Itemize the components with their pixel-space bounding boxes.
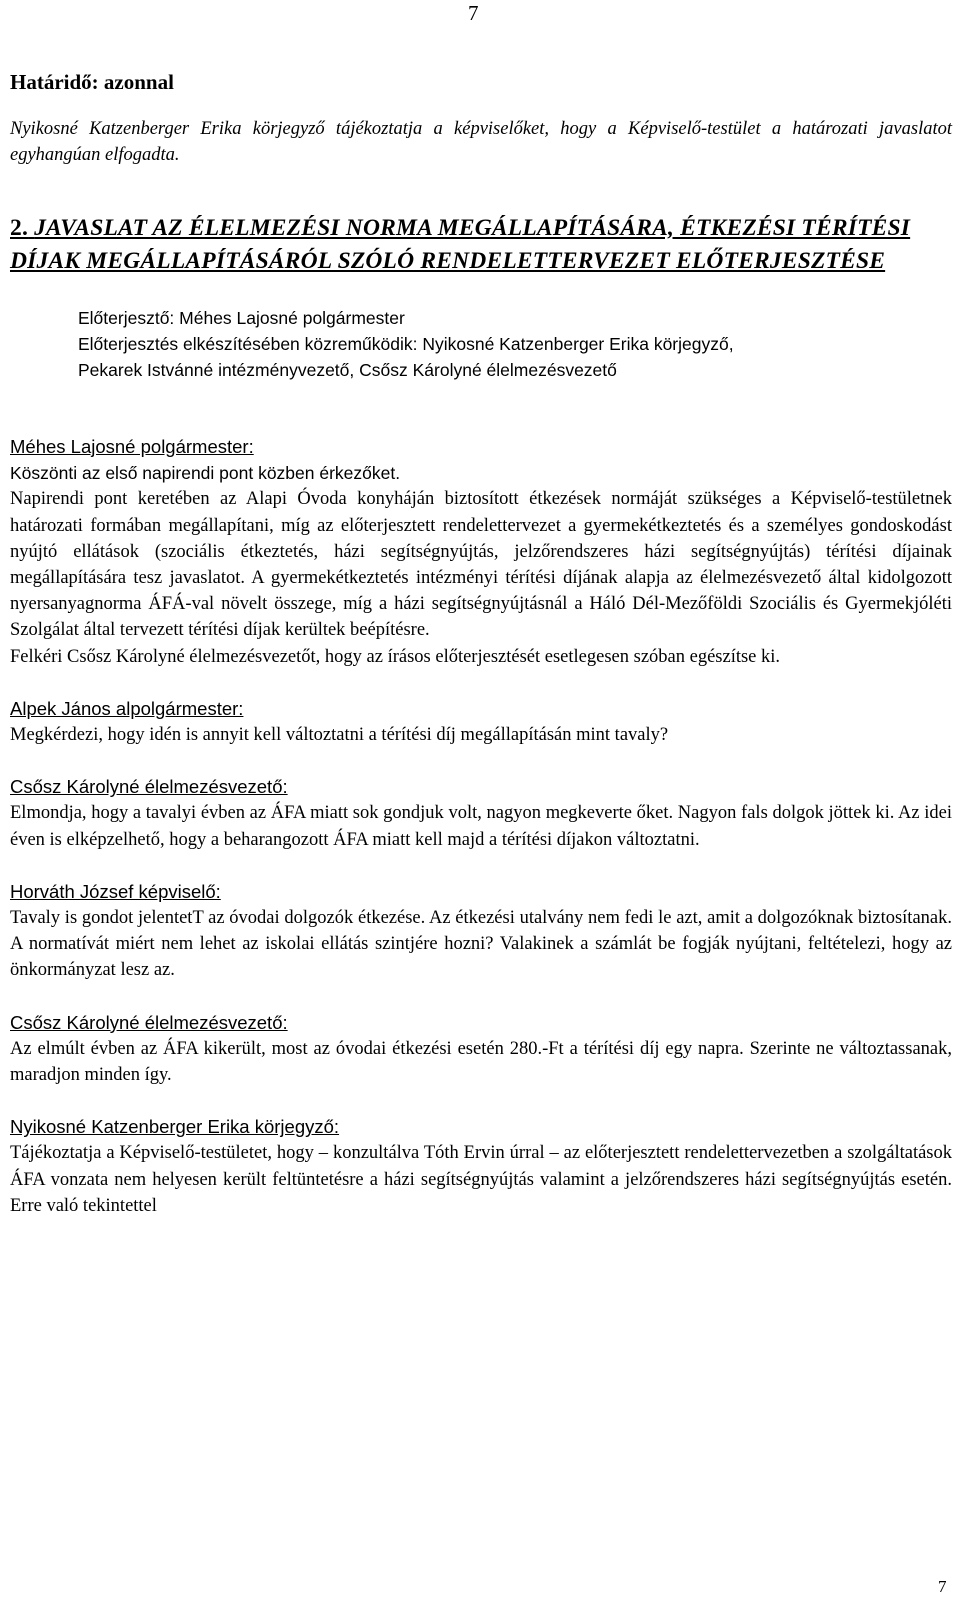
speech-clerk (10, 1114, 952, 1219)
page-number-top: 7 (468, 1, 479, 25)
presenters-block (78, 305, 952, 383)
deadline: Határidő: azonnal (10, 70, 174, 94)
page-number-bottom: 7 (938, 1577, 947, 1596)
speaker-name: Alpek János alpolgármester: (10, 697, 244, 719)
speech-paragraph: Tavaly is gondot jelentetT az óvodai dolgozók étkezése. Az étkezési utalvány nem fedi le azt, amit a dolgozóknak biztosítanak. A normatívát miért nem lehet az iskolai ellátás szintjére hozni? Valakinek a számlát be fogják nyújtani, feltételezi, hogy az önkormányzat lesz az. (10, 908, 952, 981)
document-body (10, 68, 952, 1219)
presenter-line: Előterjesztő: Méhes Lajosné polgármester (78, 308, 405, 328)
speech-paragraph: Az elmúlt évben az ÁFA kikerült, most az óvodai étkezési esetén 280.-Ft a térítési díj egy napra. Szerinte ne változtassanak, maradjon minden így. (10, 1038, 952, 1086)
speaker-name: Méhes Lajosné polgármester: (10, 436, 254, 457)
agenda-number: 2. (10, 215, 29, 241)
speech-paragraph: Felkéri Csősz Károlyné élelmezésvezetőt, hogy az írásos előterjesztését esetlegesen szóban egészítse ki. (10, 646, 781, 667)
agenda-title (10, 212, 952, 278)
speaker-name: Nyikosné Katzenberger Erika körjegyző: (10, 1116, 340, 1138)
agenda-title-text: JAVASLAT AZ ÉLELMEZÉSI NORMA MEGÁLLAPÍTÁSÁRA, ÉTKEZÉSI TÉRÍTÉSI DÍJAK MEGÁLLAPÍTÁSÁRÓL SZÓLÓ RENDELETTERVEZET ELŐTERJESZTÉSE (10, 215, 911, 274)
speech-paragraph: Napirendi pont keretében az Alapi Óvoda konyháján biztosított étkezések normáját szükséges a Képviselő-testületnek határozati formában megállapítani, míg az előterjesztett rendelettervezet a gyermekétkeztetés és a személyes gondoskodást nyújtó ellátások (szociális étkeztetés, házi segítségnyújtás, jelzőrendszeres házi segítségnyújtás) térítési díjainak megállapítására tesz javaslatot. A gyermekétkeztetés intézményi térítési díjának alapja az élelmezésvezető által kidolgozott nyersanyagnorma ÁFÁ-val növelt összege, míg a házi segítségnyújtásnál a Háló Dél-Mezőföldi Szociális és Gyermekjóléti Szolgálat által tervezett térítési díjak kerültek beépítésre. (10, 489, 952, 641)
speech-deputy-mayor (10, 696, 952, 748)
speech-representative (10, 879, 952, 984)
speaker-name: Horváth József képviselő: (10, 880, 221, 902)
speech-greeting: Köszönti az első napirendi pont közben érkezőket. (10, 463, 401, 484)
speech-mayor (10, 434, 952, 670)
speech-food-manager-2 (10, 1010, 952, 1089)
speech-paragraph: Elmondja, hogy a tavalyi évben az ÁFA miatt sok gondjuk volt, nagyon megkeverte őket. Nagyon fals dolgok jöttek ki. Az idei éven is elképzelhető, hogy a beharangozott ÁFA miatt kell majd a térítési díjakon változtatni. (10, 803, 952, 850)
speech-food-manager (10, 774, 952, 853)
contributors-line-2: Pekarek Istvánné intézményvezető, Csősz Károlyné élelmezésvezető (78, 360, 617, 380)
clerk-notice: Nyikosné Katzenberger Erika körjegyző tájékoztatja a képviselőket, hogy a Képviselő-testület a határozati javaslatot egyhangúan elfogadta. (10, 119, 952, 165)
speech-paragraph: Megkérdezi, hogy idén is annyit kell változtatni a térítési díj megállapításán mint tavaly? (10, 725, 669, 746)
speaker-name: Csősz Károlyné élelmezésvezető: (10, 776, 288, 798)
speaker-name: Csősz Károlyné élelmezésvezető: (10, 1011, 288, 1033)
speech-paragraph: Tájékoztatja a Képviselő-testületet, hogy – konzultálva Tóth Ervin úrral – az előterjesztett rendelettervezetben a szolgáltatások ÁFA vonzata nem helyesen került feltüntetésre a házi segítségnyújtás valamint a jelzőrendszeres házi segítségnyújtás esetén. Erre való tekintettel (10, 1143, 952, 1216)
contributors-line-1: Előterjesztés elkészítésében közreműködik: Nyikosné Katzenberger Erika körjegyző, (78, 334, 734, 354)
